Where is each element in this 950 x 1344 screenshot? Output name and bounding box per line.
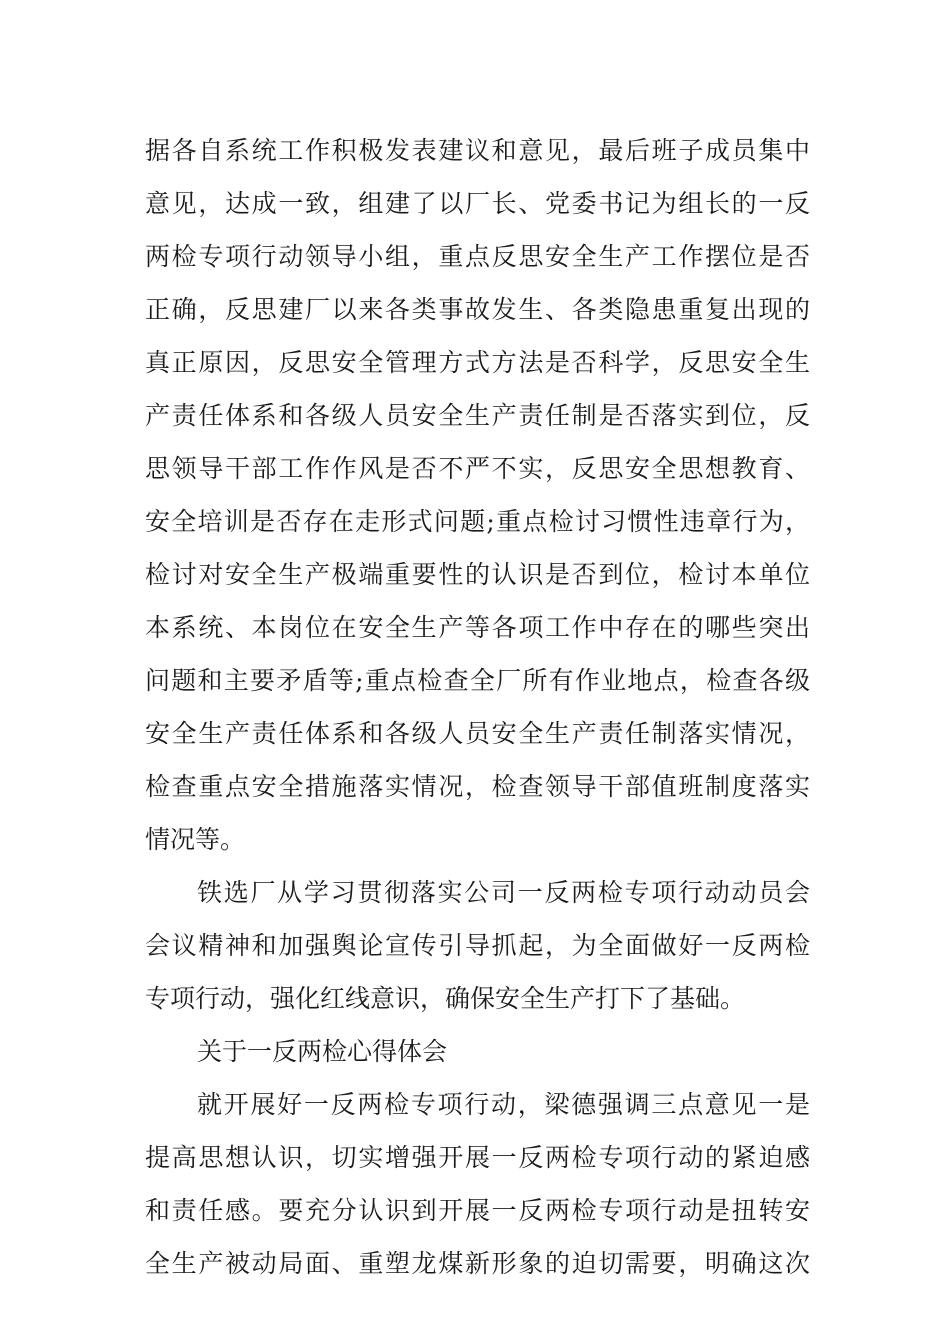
text-line: 思领导干部工作作风是否不严不实，反思安全思想教育、 <box>145 454 810 483</box>
text-line: 安全生产责任体系和各级人员安全生产责任制落实情况， <box>145 719 810 748</box>
text-line: 全生产被动局面、重塑龙煤新形象的迫切需要，明确这次 <box>145 1249 810 1278</box>
text-line: 会议精神和加强舆论宣传引导抓起，为全面做好一反两检 <box>145 931 810 960</box>
text-line: 提高思想认识，切实增强开展一反两检专项行动的紧迫感 <box>145 1143 810 1172</box>
text-line: 正确，反思建厂以来各类事故发生、各类隐患重复出现的 <box>145 295 810 324</box>
text-line: 就开展好一反两检专项行动，梁德强调三点意见一是 <box>197 1090 810 1119</box>
text-line: 检查重点安全措施落实情况，检查领导干部值班制度落实 <box>145 772 810 801</box>
text-line: 真正原因，反思安全管理方式方法是否科学，反思安全生 <box>145 348 810 377</box>
text-line: 本系统、本岗位在安全生产等各项工作中存在的哪些突出 <box>145 613 810 642</box>
text-line: 问题和主要矛盾等;重点检查全厂所有作业地点，检查各级 <box>145 666 810 695</box>
text-line: 意见，达成一致，组建了以厂长、党委书记为组长的一反 <box>145 189 810 218</box>
text-line: 产责任体系和各级人员安全生产责任制是否落实到位，反 <box>145 401 810 430</box>
document-body <box>145 124 810 1290</box>
paragraph-2 <box>145 866 810 1025</box>
text-line: 专项行动，强化红线意识，确保安全生产打下了基础。 <box>145 984 746 1013</box>
text-line: 和责任感。要充分认识到开展一反两检专项行动是扭转安 <box>145 1196 810 1225</box>
section-heading: 关于一反两检心得体会 <box>197 1037 448 1066</box>
text-line: 安全培训是否存在走形式问题;重点检讨习惯性违章行为， <box>145 507 810 536</box>
text-line: 铁选厂从学习贯彻落实公司一反两检专项行动动员会 <box>197 878 810 907</box>
text-line: 两检专项行动领导小组，重点反思安全生产工作摆位是否 <box>145 242 810 271</box>
text-line: 据各自系统工作积极发表建议和意见，最后班子成员集中 <box>145 136 810 165</box>
text-line: 情况等。 <box>145 825 246 854</box>
paragraph-1 <box>145 124 810 866</box>
text-line: 检讨对安全生产极端重要性的认识是否到位，检讨本单位 <box>145 560 810 589</box>
paragraph-3 <box>145 1078 810 1290</box>
